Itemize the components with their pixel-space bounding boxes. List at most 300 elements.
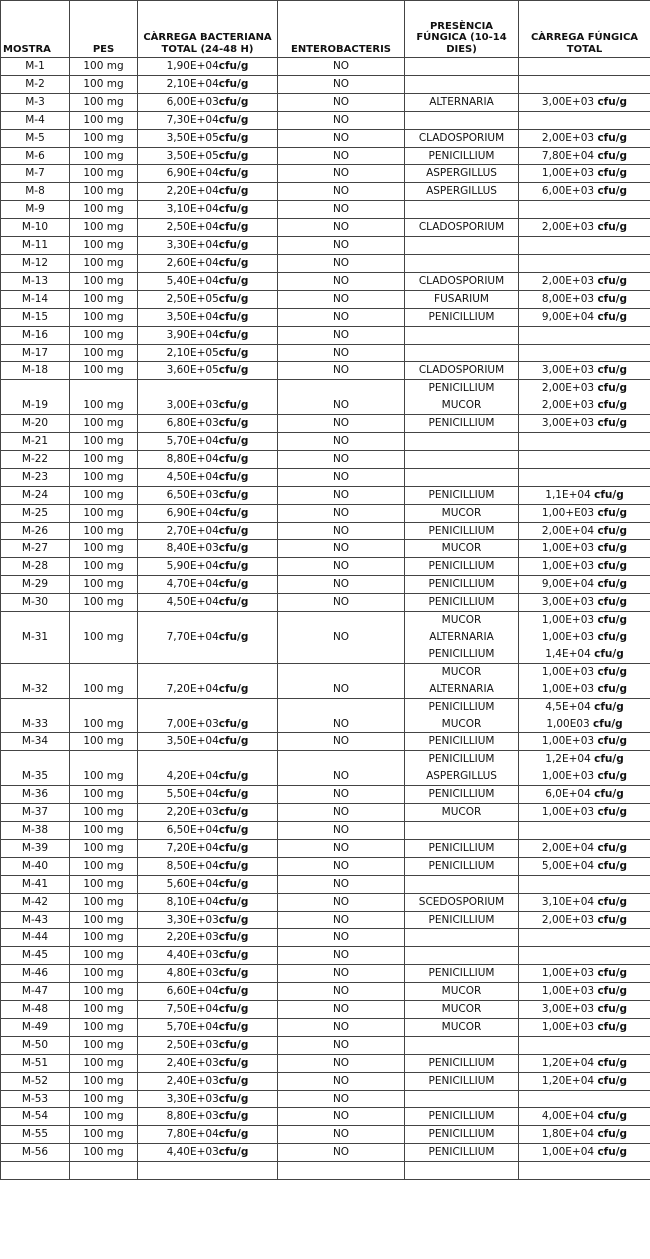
enterobacteria-cell: NO — [278, 344, 405, 362]
table-row — [1, 237, 650, 255]
weight-cell: 100 mg — [70, 93, 138, 111]
fungal-load-cell: 3,00E+03 cfu/g — [519, 93, 650, 111]
unit-label: cfu/g — [218, 452, 249, 465]
fungal-presence-cell — [405, 893, 519, 911]
fungal-presence-cell — [405, 326, 519, 344]
fungal-load-cell: 1,00E+03 cfu/g 1,00E+03 cfu/g 1,4E+04 cfu/g — [519, 612, 650, 664]
bacterial-load-cell: 4,50E+04cfu/g — [138, 468, 278, 486]
weight-cell: 100 mg — [70, 893, 138, 911]
table-row — [1, 450, 650, 468]
table-row — [1, 965, 650, 983]
fungal-presence-cell — [405, 1018, 519, 1036]
bacterial-load-cell: 3,50E+05cfu/g — [138, 129, 278, 147]
weight-cell: 100 mg — [70, 290, 138, 308]
table-row — [1, 504, 650, 522]
bacterial-load-cell: 2,10E+04cfu/g — [138, 75, 278, 93]
table-row — [1, 111, 650, 129]
fungal-presence-cell — [405, 254, 519, 272]
sample-id-cell: M-38 — [1, 821, 70, 839]
bacterial-load-cell: 5,60E+04cfu/g — [138, 875, 278, 893]
fungus-name: PENICILLIUM — [428, 596, 495, 609]
enterobacteria-cell: NO — [278, 468, 405, 486]
unit-label: cfu/g — [218, 167, 249, 180]
fungus-name: PENICILLIUM — [428, 859, 495, 872]
enterobacteria-cell: NO — [278, 1108, 405, 1126]
fungal-load-cell: 1,00E+03 cfu/g — [519, 165, 650, 183]
weight-cell: 100 mg — [70, 1090, 138, 1108]
table-row — [1, 254, 650, 272]
enterobacteria-cell: NO — [278, 219, 405, 237]
fungal-presence-cell — [405, 929, 519, 947]
unit-label: cfu/g — [597, 399, 628, 412]
fungal-presence-cell — [405, 612, 519, 664]
enterobacteria-cell: NO — [278, 290, 405, 308]
unit-label: cfu/g — [218, 806, 249, 819]
unit-label: cfu/g — [218, 1038, 249, 1051]
unit-label: cfu/g — [218, 949, 249, 962]
unit-label: cfu/g — [218, 185, 249, 198]
fungal-load-cell: 1,20E+04 cfu/g — [519, 1072, 650, 1090]
table-row — [1, 290, 650, 308]
enterobacteria-cell: NO — [278, 1001, 405, 1019]
fungus-name: MUCOR — [441, 665, 482, 678]
fungal-presence-cell — [405, 75, 519, 93]
fungus-name: PENICILLIUM — [428, 967, 495, 980]
unit-label: cfu/g — [218, 470, 249, 483]
enterobacteria-cell: NO — [278, 362, 405, 380]
unit-label: cfu/g — [597, 542, 628, 555]
enterobacteria-cell: NO — [278, 786, 405, 804]
bacterial-load-cell: 3,50E+05cfu/g — [138, 147, 278, 165]
sample-id-cell: M-32 — [1, 663, 70, 698]
sample-id-cell: M-24 — [1, 486, 70, 504]
unit-label: cfu/g — [218, 631, 249, 643]
fungus-name: ASPERGILLUS — [426, 770, 497, 783]
unit-label: cfu/g — [597, 665, 628, 678]
fungus-name: MUCOR — [441, 985, 482, 998]
fungal-load-cell: 1,00E+03 cfu/g — [519, 983, 650, 1001]
unit-label: cfu/g — [597, 382, 628, 395]
bacterial-load-cell: 4,40E+03cfu/g — [138, 947, 278, 965]
fungal-presence-cell — [405, 486, 519, 504]
table-body — [1, 58, 650, 1162]
weight-cell: 100 mg — [70, 558, 138, 576]
fungal-presence-cell — [405, 468, 519, 486]
bacterial-load-cell: 8,80E+04cfu/g — [138, 450, 278, 468]
unit-label: cfu/g — [597, 770, 628, 783]
unit-label: cfu/g — [593, 717, 623, 730]
table-row — [1, 1001, 650, 1019]
enterobacteria-cell: NO — [278, 558, 405, 576]
unit-label: cfu/g — [218, 1092, 249, 1105]
bacterial-load-cell: 4,70E+04cfu/g — [138, 576, 278, 594]
enterobacteria-cell: NO — [278, 663, 405, 698]
table-row — [1, 983, 650, 1001]
unit-label: cfu/g — [597, 221, 628, 234]
fungus-name: CLADOSPORIUM — [418, 131, 505, 144]
enterobacteria-cell: NO — [278, 1072, 405, 1090]
empty-cell — [1, 1162, 70, 1180]
sample-id-cell: M-28 — [1, 558, 70, 576]
unit-label: cfu/g — [597, 1146, 628, 1159]
fungal-presence-cell — [405, 965, 519, 983]
fungal-presence-cell — [405, 1090, 519, 1108]
weight-cell: 100 mg — [70, 576, 138, 594]
unit-label: cfu/g — [218, 310, 249, 323]
fungal-load-cell — [519, 237, 650, 255]
enterobacteria-cell: NO — [278, 93, 405, 111]
fungus-name: PENICILLIUM — [428, 488, 495, 501]
bacterial-load-cell: 6,90E+04cfu/g — [138, 504, 278, 522]
sample-id-cell: M-45 — [1, 947, 70, 965]
unit-label: cfu/g — [218, 823, 249, 836]
fungal-load-cell: 1,00E+03 cfu/g — [519, 1018, 650, 1036]
fungus-name: PENICILLIUM — [428, 560, 495, 573]
weight-cell: 100 mg — [70, 983, 138, 1001]
table-row — [1, 326, 650, 344]
fungus-name: PENICILLIUM — [428, 1146, 495, 1159]
sample-id-cell: M-54 — [1, 1108, 70, 1126]
fungal-presence-cell — [405, 165, 519, 183]
weight-cell: 100 mg — [70, 947, 138, 965]
enterobacteria-cell: NO — [278, 254, 405, 272]
bacterial-load-cell: 3,50E+04cfu/g — [138, 733, 278, 751]
fungus-name: MUCOR — [441, 399, 482, 412]
bacterial-load-cell: 7,80E+04cfu/g — [138, 1126, 278, 1144]
weight-cell: 100 mg — [70, 1018, 138, 1036]
unit-label: cfu/g — [597, 578, 628, 591]
table-row — [1, 1072, 650, 1090]
enterobacteria-cell: NO — [278, 183, 405, 201]
sample-id-cell: M-23 — [1, 468, 70, 486]
bacterial-load-cell: 7,00E+03cfu/g — [138, 698, 278, 733]
enterobacteria-cell: NO — [278, 983, 405, 1001]
fungus-name: PENICILLIUM — [428, 700, 495, 713]
unit-label: cfu/g — [218, 60, 249, 72]
table-row — [1, 1126, 650, 1144]
table-row — [1, 272, 650, 290]
sample-id-cell: M-30 — [1, 594, 70, 612]
bacterial-load-cell: 4,40E+03cfu/g — [138, 1144, 278, 1162]
table-row — [1, 433, 650, 451]
col-header-bacterial-load: CÀRREGA BACTERIANA TOTAL (24-48 H) — [138, 1, 278, 58]
fungal-load-cell: 2,00E+04 cfu/g — [519, 522, 650, 540]
sample-id-cell: M-3 — [1, 93, 70, 111]
fungus-name: ASPERGILLUS — [426, 167, 497, 180]
fungal-presence-cell — [405, 111, 519, 129]
table-row — [1, 875, 650, 893]
bacterial-load-cell: 4,80E+03cfu/g — [138, 965, 278, 983]
unit-label: cfu/g — [218, 542, 249, 555]
weight-cell: 100 mg — [70, 58, 138, 76]
sample-id-cell: M-13 — [1, 272, 70, 290]
enterobacteria-cell: NO — [278, 308, 405, 326]
unit-label: cfu/g — [218, 417, 249, 430]
fungus-name: PENICILLIUM — [428, 647, 495, 660]
weight-cell: 100 mg — [70, 875, 138, 893]
enterobacteria-cell: NO — [278, 504, 405, 522]
bacterial-load-cell: 1,90E+04cfu/g — [138, 58, 278, 76]
fungus-name: MUCOR — [441, 542, 482, 555]
fungal-load-cell — [519, 1090, 650, 1108]
table-row — [1, 147, 650, 165]
enterobacteria-cell: NO — [278, 911, 405, 929]
fungal-presence-cell — [405, 786, 519, 804]
fungal-presence-cell — [405, 93, 519, 111]
enterobacteria-cell: NO — [278, 821, 405, 839]
table-row — [1, 308, 650, 326]
table-row — [1, 183, 650, 201]
fungal-presence-cell — [405, 875, 519, 893]
unit-label: cfu/g — [218, 1003, 249, 1016]
fungus-name: ALTERNARIA — [429, 682, 494, 695]
fungal-presence-cell — [405, 290, 519, 308]
fungal-presence-cell — [405, 308, 519, 326]
bacterial-load-cell: 5,70E+04cfu/g — [138, 1018, 278, 1036]
weight-cell: 100 mg — [70, 839, 138, 857]
table-row — [1, 594, 650, 612]
bacterial-load-cell: 2,40E+03cfu/g — [138, 1054, 278, 1072]
table-row — [1, 1108, 650, 1126]
unit-label: cfu/g — [597, 131, 628, 144]
unit-label: cfu/g — [597, 310, 628, 323]
unit-label: cfu/g — [218, 1110, 249, 1123]
weight-cell: 100 mg — [70, 594, 138, 612]
weight-cell: 100 mg — [70, 111, 138, 129]
fungal-load-cell: 1,00E+03 cfu/g — [519, 965, 650, 983]
fungal-presence-cell — [405, 857, 519, 875]
unit-label: cfu/g — [597, 596, 628, 609]
fungal-load-cell — [519, 254, 650, 272]
bacterial-load-cell: 5,50E+04cfu/g — [138, 786, 278, 804]
weight-cell: 100 mg — [70, 698, 138, 733]
enterobacteria-cell: NO — [278, 272, 405, 290]
fungus-name: MUCOR — [441, 806, 482, 819]
table-row — [1, 1090, 650, 1108]
table-row — [1, 1036, 650, 1054]
unit-label: cfu/g — [597, 1003, 628, 1016]
enterobacteria-cell: NO — [278, 58, 405, 76]
unit-label: cfu/g — [594, 647, 624, 660]
fungus-name: PENICILLIUM — [428, 1056, 495, 1069]
fungus-name: PENICILLIUM — [428, 1074, 495, 1087]
enterobacteria-cell: NO — [278, 839, 405, 857]
fungal-presence-cell — [405, 1036, 519, 1054]
unit-label: cfu/g — [597, 614, 628, 627]
fungal-presence-cell — [405, 947, 519, 965]
weight-cell: 100 mg — [70, 1054, 138, 1072]
unit-label: cfu/g — [218, 841, 249, 854]
unit-label: cfu/g — [597, 985, 628, 998]
table-row — [1, 165, 650, 183]
unit-label: cfu/g — [218, 346, 249, 359]
bacterial-load-cell: 2,10E+05cfu/g — [138, 344, 278, 362]
weight-cell: 100 mg — [70, 326, 138, 344]
bacterial-load-cell: 3,00E+03cfu/g — [138, 380, 278, 415]
bacterial-load-cell: 2,60E+04cfu/g — [138, 254, 278, 272]
fungal-load-cell — [519, 947, 650, 965]
fungal-presence-cell — [405, 1072, 519, 1090]
unit-label: cfu/g — [218, 239, 249, 252]
weight-cell: 100 mg — [70, 612, 138, 664]
enterobacteria-cell: NO — [278, 540, 405, 558]
fungal-presence-cell — [405, 129, 519, 147]
fungal-load-cell — [519, 111, 650, 129]
enterobacteria-cell: NO — [278, 1018, 405, 1036]
weight-cell: 100 mg — [70, 522, 138, 540]
table-row — [1, 751, 650, 786]
table-row — [1, 893, 650, 911]
fungal-presence-cell — [405, 540, 519, 558]
fungus-name: PENICILLIUM — [428, 524, 495, 537]
fungal-presence-cell — [405, 698, 519, 733]
table-row — [1, 839, 650, 857]
table-row — [1, 1054, 650, 1072]
weight-cell: 100 mg — [70, 663, 138, 698]
table-row — [1, 380, 650, 415]
fungal-load-cell: 5,00E+04 cfu/g — [519, 857, 650, 875]
fungus-name: PENICILLIUM — [428, 578, 495, 591]
bacterial-load-cell: 2,20E+03cfu/g — [138, 804, 278, 822]
unit-label: cfu/g — [218, 113, 249, 126]
bacterial-load-cell: 5,70E+04cfu/g — [138, 433, 278, 451]
bacterial-load-cell: 3,50E+04cfu/g — [138, 308, 278, 326]
sample-id-cell: M-2 — [1, 75, 70, 93]
fungal-presence-cell — [405, 380, 519, 415]
fungus-name: MUCOR — [441, 614, 482, 627]
bacterial-load-cell: 2,20E+04cfu/g — [138, 183, 278, 201]
empty-row — [1, 1162, 650, 1180]
sample-id-cell: M-56 — [1, 1144, 70, 1162]
enterobacteria-cell: NO — [278, 751, 405, 786]
fungus-name: ALTERNARIA — [429, 631, 494, 643]
fungal-presence-cell — [405, 201, 519, 219]
fungal-load-cell: 1,00E+03 cfu/g 1,00E+03 cfu/g — [519, 663, 650, 698]
fungal-presence-cell — [405, 362, 519, 380]
fungal-load-cell: 1,00+E03 cfu/g — [519, 504, 650, 522]
fungal-presence-cell — [405, 751, 519, 786]
enterobacteria-cell: NO — [278, 733, 405, 751]
fungus-name: MUCOR — [441, 1020, 482, 1033]
bacterial-load-cell: 2,70E+04cfu/g — [138, 522, 278, 540]
sample-id-cell: M-27 — [1, 540, 70, 558]
enterobacteria-cell: NO — [278, 1054, 405, 1072]
fungal-presence-cell — [405, 504, 519, 522]
col-header-pes: PES — [70, 1, 138, 58]
unit-label: cfu/g — [218, 524, 249, 537]
weight-cell: 100 mg — [70, 1072, 138, 1090]
fungal-presence-cell — [405, 433, 519, 451]
fungal-load-cell: 3,00E+03 cfu/g — [519, 415, 650, 433]
sample-id-cell: M-9 — [1, 201, 70, 219]
unit-label: cfu/g — [218, 770, 249, 783]
fungus-name: FUSARIUM — [434, 292, 489, 305]
fungal-load-cell: 1,00E+03 cfu/g — [519, 558, 650, 576]
bacterial-load-cell: 4,20E+04cfu/g — [138, 751, 278, 786]
sample-id-cell: M-16 — [1, 326, 70, 344]
table-row — [1, 698, 650, 733]
weight-cell: 100 mg — [70, 751, 138, 786]
unit-label: cfu/g — [597, 895, 628, 908]
sample-id-cell: M-17 — [1, 344, 70, 362]
bacterial-load-cell: 2,50E+04cfu/g — [138, 219, 278, 237]
table-row — [1, 415, 650, 433]
unit-label: cfu/g — [218, 859, 249, 872]
fungal-load-cell — [519, 344, 650, 362]
fungal-load-cell: 3,00E+03 cfu/g — [519, 594, 650, 612]
fungal-presence-cell — [405, 733, 519, 751]
weight-cell: 100 mg — [70, 857, 138, 875]
fungus-name: MUCOR — [441, 1003, 482, 1016]
sample-id-cell: M-46 — [1, 965, 70, 983]
unit-label: cfu/g — [218, 1074, 249, 1087]
fungal-load-cell — [519, 326, 650, 344]
fungus-name: PENICILLIUM — [428, 382, 495, 395]
col-header-mostra: MOSTRA — [1, 1, 70, 58]
unit-label: cfu/g — [597, 841, 628, 854]
fungus-name: SCEDOSPORIUM — [418, 895, 505, 908]
sample-id-cell: M-51 — [1, 1054, 70, 1072]
fungal-presence-cell — [405, 594, 519, 612]
fungal-load-cell: 3,00E+03 cfu/g — [519, 362, 650, 380]
empty-cell — [405, 1162, 519, 1180]
fungal-load-cell: 8,00E+03 cfu/g — [519, 290, 650, 308]
table-row — [1, 486, 650, 504]
table-row — [1, 911, 650, 929]
fungus-name: PENICILLIUM — [428, 310, 495, 323]
sample-id-cell: M-22 — [1, 450, 70, 468]
enterobacteria-cell: NO — [278, 857, 405, 875]
sample-id-cell: M-31 — [1, 612, 70, 664]
unit-label: cfu/g — [597, 1110, 628, 1123]
table-row — [1, 58, 650, 76]
unit-label: cfu/g — [594, 700, 624, 713]
unit-label: cfu/g — [597, 560, 628, 573]
fungus-name: MUCOR — [441, 717, 482, 730]
unit-label: cfu/g — [597, 95, 628, 108]
fungus-name: CLADOSPORIUM — [418, 221, 505, 234]
col-header-fungal-load: CÀRREGA FÚNGICA TOTAL — [519, 1, 650, 58]
sample-id-cell: M-50 — [1, 1036, 70, 1054]
unit-label: cfu/g — [597, 185, 628, 198]
unit-label: cfu/g — [218, 328, 249, 341]
header-row — [1, 1, 650, 58]
sample-id-cell: M-12 — [1, 254, 70, 272]
unit-label: cfu/g — [218, 877, 249, 890]
sample-id-cell: M-35 — [1, 751, 70, 786]
fungal-presence-cell — [405, 983, 519, 1001]
bacterial-load-cell: 2,50E+05cfu/g — [138, 290, 278, 308]
sample-id-cell: M-47 — [1, 983, 70, 1001]
table-row — [1, 612, 650, 664]
bacterial-load-cell: 8,10E+04cfu/g — [138, 893, 278, 911]
bacterial-load-cell: 2,20E+03cfu/g — [138, 929, 278, 947]
fungal-load-cell — [519, 75, 650, 93]
unit-label: cfu/g — [597, 274, 628, 287]
sample-id-cell: M-42 — [1, 893, 70, 911]
unit-label: cfu/g — [597, 506, 628, 519]
unit-label: cfu/g — [218, 292, 249, 305]
fungus-name: CLADOSPORIUM — [418, 274, 505, 287]
fungal-presence-cell — [405, 576, 519, 594]
unit-label: cfu/g — [218, 682, 249, 695]
unit-label: cfu/g — [597, 967, 628, 980]
enterobacteria-cell: NO — [278, 929, 405, 947]
fungal-load-cell: 1,80E+04 cfu/g — [519, 1126, 650, 1144]
table-row — [1, 540, 650, 558]
weight-cell: 100 mg — [70, 183, 138, 201]
unit-label: cfu/g — [218, 1128, 249, 1141]
